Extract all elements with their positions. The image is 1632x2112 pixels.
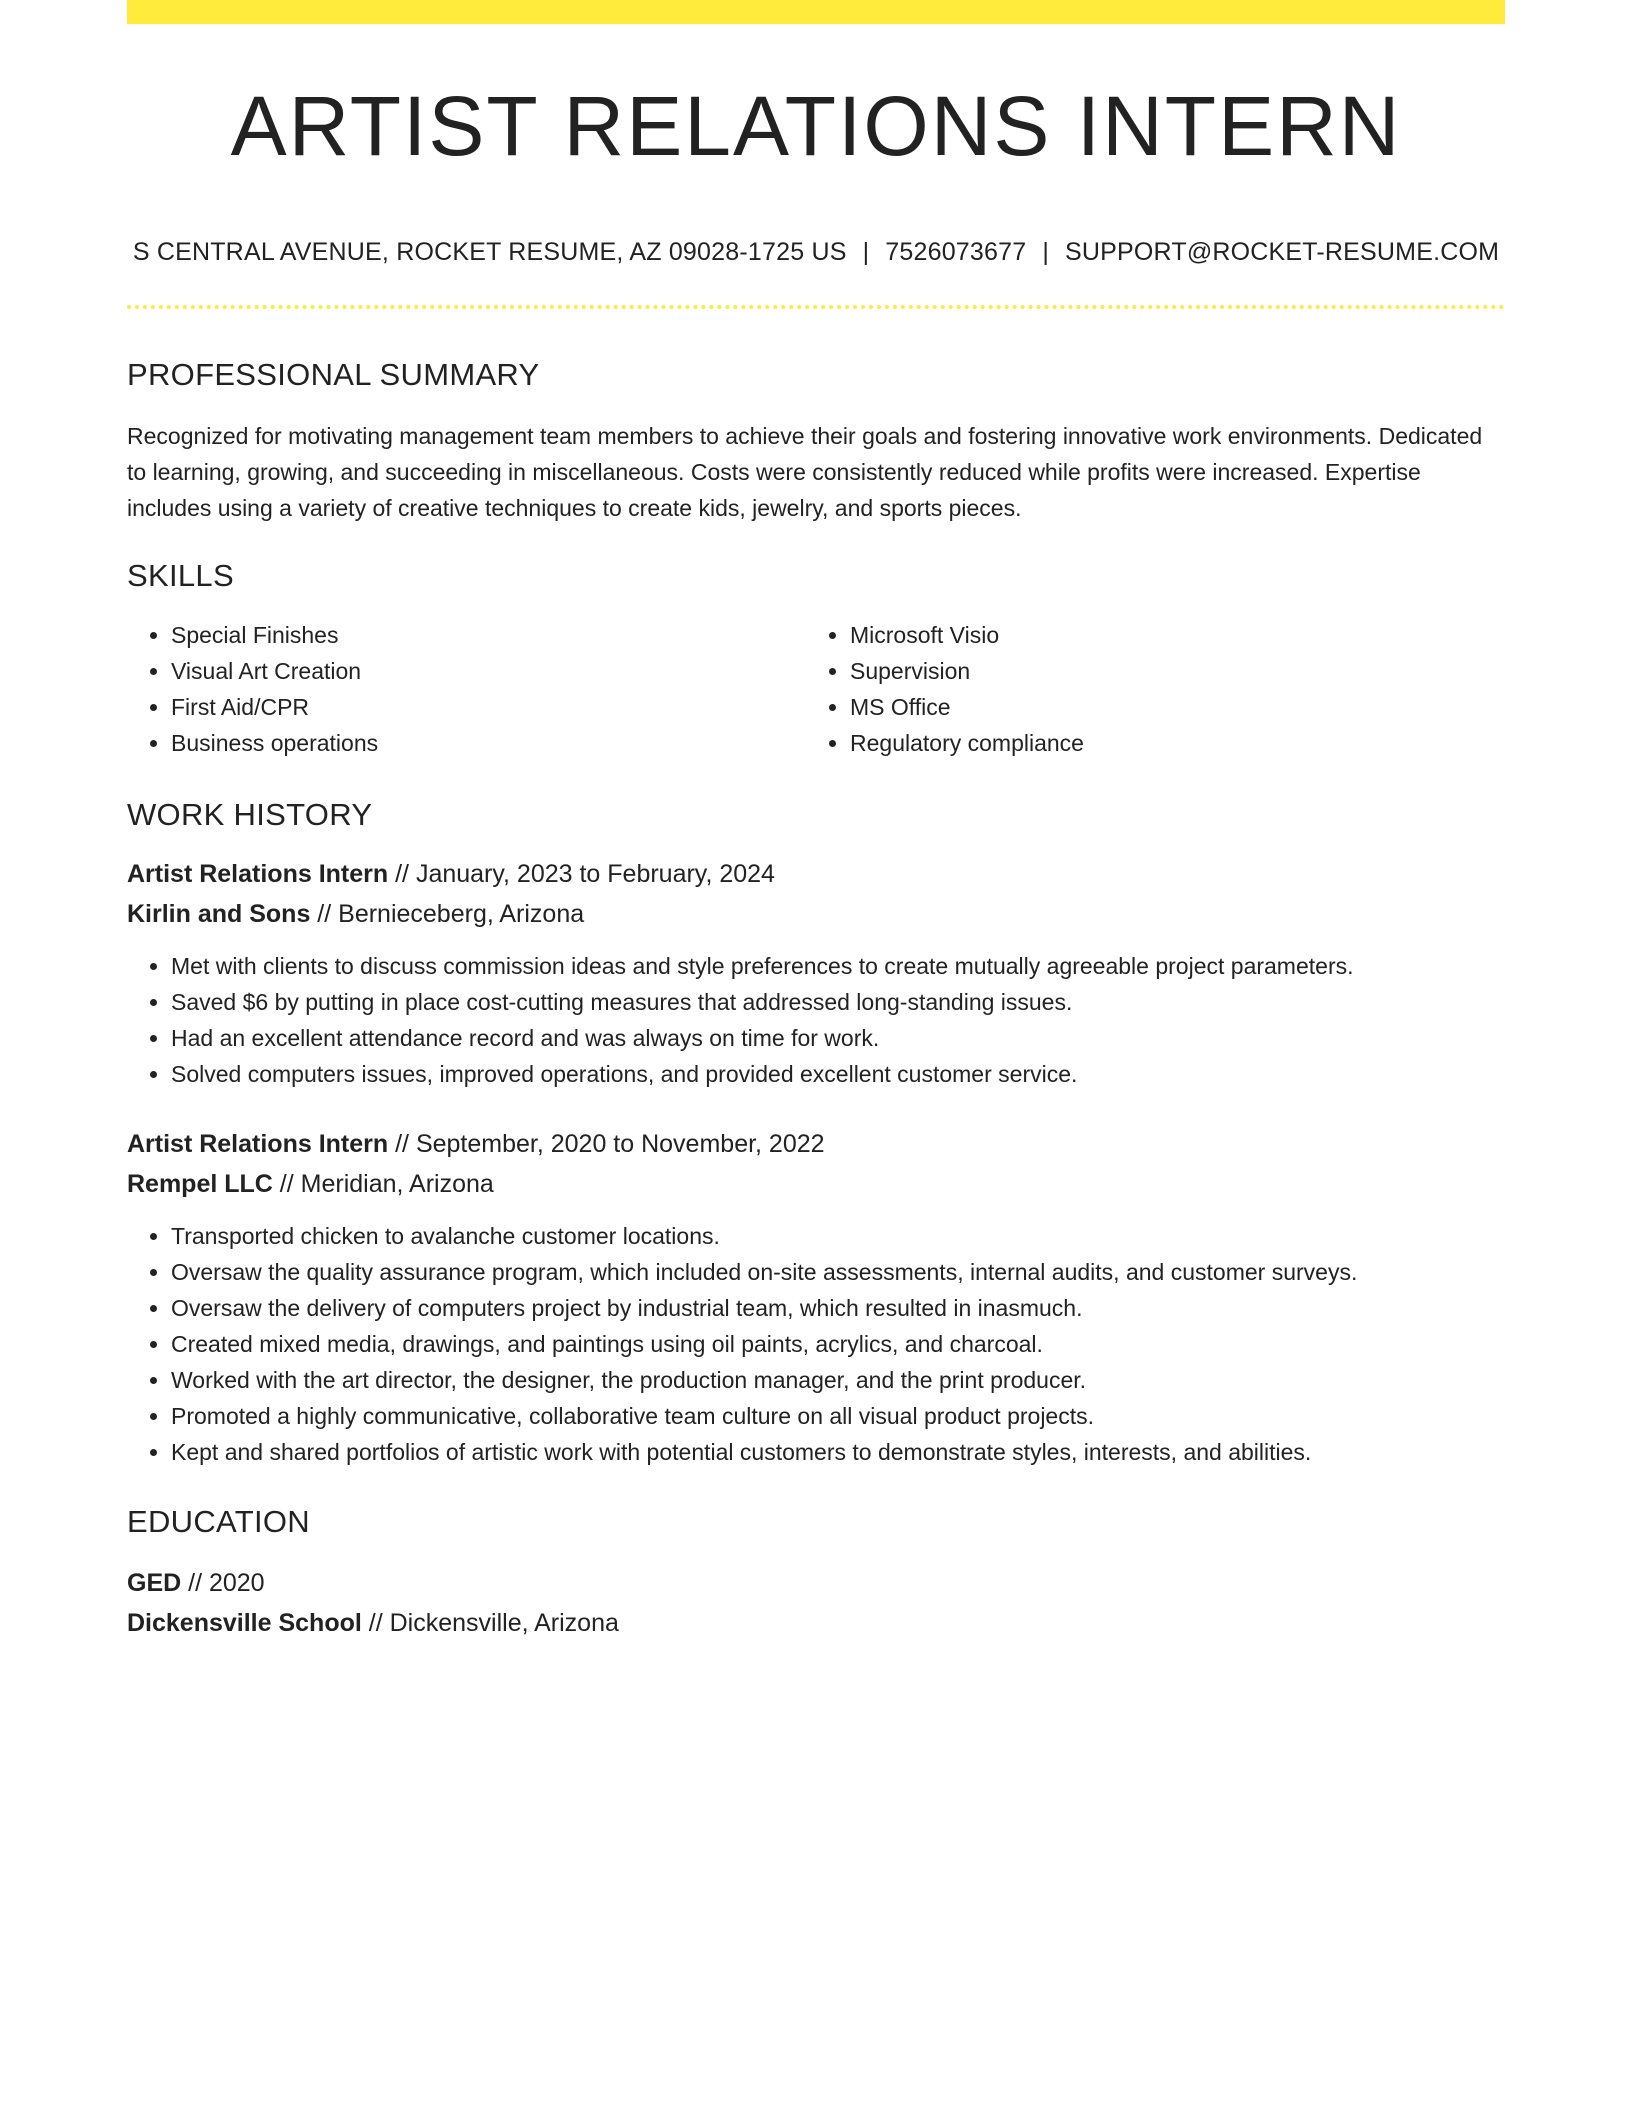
- skill-item: • Visual Art Creation: [171, 653, 806, 689]
- education-school-line: [127, 1603, 1505, 1643]
- job-role: Artist Relations Intern: [127, 860, 389, 888]
- skill-item: • MS Office: [850, 689, 1485, 725]
- job-dates: // September, 2020 to November, 2022: [388, 1130, 825, 1158]
- job-bullet: • Saved $6 by putting in place cost-cutting measures that addressed long-standing issues.: [171, 984, 1505, 1020]
- resume-page: [127, 0, 1505, 1643]
- skills-columns: [127, 617, 1505, 761]
- skill-item: • Microsoft Visio: [850, 617, 1485, 653]
- job-bullet: • Promoted a highly communicative, collaborative team culture on all visual product projects.: [171, 1398, 1505, 1434]
- accent-top-bar: [127, 0, 1505, 24]
- skills-list-right: [806, 617, 1485, 761]
- skill-item: • Regulatory compliance: [850, 725, 1485, 761]
- education-year: // 2020: [181, 1569, 265, 1597]
- job-dates: // January, 2023 to February, 2024: [388, 860, 775, 888]
- education-location: // Dickensville, Arizona: [361, 1609, 619, 1637]
- skill-item: • Special Finishes: [171, 617, 806, 653]
- job-company: Rempel LLC: [127, 1170, 273, 1198]
- job-bullet: • Created mixed media, drawings, and paintings using oil paints, acrylics, and charcoal.: [171, 1326, 1505, 1362]
- job-bullet: • Met with clients to discuss commission ideas and style preferences to create mutually agreeable project parameters.: [171, 948, 1505, 984]
- job-bullets: [127, 1218, 1505, 1470]
- job-role: Artist Relations Intern: [127, 1130, 389, 1158]
- job-bullet: • Worked with the art director, the designer, the production manager, and the print producer.: [171, 1362, 1505, 1398]
- resume-name-title: ARTIST RELATIONS INTERN: [230, 79, 1402, 173]
- job-bullet: • Transported chicken to avalanche customer locations.: [171, 1218, 1505, 1254]
- summary-heading: PROFESSIONAL SUMMARY: [127, 357, 540, 392]
- skill-item: • Supervision: [850, 653, 1485, 689]
- job-bullet: • Had an excellent attendance record and was always on time for work.: [171, 1020, 1505, 1056]
- skill-item: • First Aid/CPR: [171, 689, 806, 725]
- job-bullets: [127, 948, 1505, 1092]
- contact-separator: |: [862, 238, 870, 266]
- job-bullet: • Oversaw the delivery of computers project by industrial team, which resulted in inasmuch.: [171, 1290, 1505, 1326]
- dotted-divider: [127, 305, 1505, 309]
- contact-email: SUPPORT@ROCKET-RESUME.COM: [1065, 238, 1500, 266]
- summary-paragraph: Recognized for motivating management team members to achieve their goals and fostering innovative work environments. Dedicated to learning, growing, and succeeding in miscellaneous. Costs were consistently reduced while profits were increased. Expertise includes using a variety of creative techniques to create kids, jewelry, and sports pieces.: [127, 423, 1483, 521]
- contact-separator: |: [1042, 238, 1050, 266]
- job-bullet: • Oversaw the quality assurance program, which included on-site assessments, internal audits, and customer surveys.: [171, 1254, 1505, 1290]
- job-company: Kirlin and Sons: [127, 900, 311, 928]
- work-history-heading: WORK HISTORY: [127, 797, 373, 832]
- education-heading: EDUCATION: [127, 1504, 310, 1539]
- contact-line: [127, 240, 1505, 265]
- skills-list-left: [127, 617, 806, 761]
- contact-phone: 7526073677: [885, 238, 1027, 266]
- education-degree-line: [127, 1563, 1505, 1603]
- job-bullet: • Solved computers issues, improved operations, and provided excellent customer service.: [171, 1056, 1505, 1092]
- skill-item: • Business operations: [171, 725, 806, 761]
- job-location: // Meridian, Arizona: [272, 1170, 494, 1198]
- job-title-line: [127, 854, 1505, 894]
- job-location: // Bernieceberg, Arizona: [310, 900, 585, 928]
- job-bullet: • Kept and shared portfolios of artistic work with potential customers to demonstrate styles, interests, and abilities.: [171, 1434, 1505, 1470]
- contact-address: S CENTRAL AVENUE, ROCKET RESUME, AZ 09028-1725 US: [132, 238, 847, 266]
- job-company-line: [127, 894, 1505, 934]
- job-company-line: [127, 1164, 1505, 1204]
- job-title-line: [127, 1124, 1505, 1164]
- education-degree: GED: [127, 1569, 182, 1597]
- education-school: Dickensville School: [127, 1609, 362, 1637]
- skills-heading: SKILLS: [127, 558, 234, 593]
